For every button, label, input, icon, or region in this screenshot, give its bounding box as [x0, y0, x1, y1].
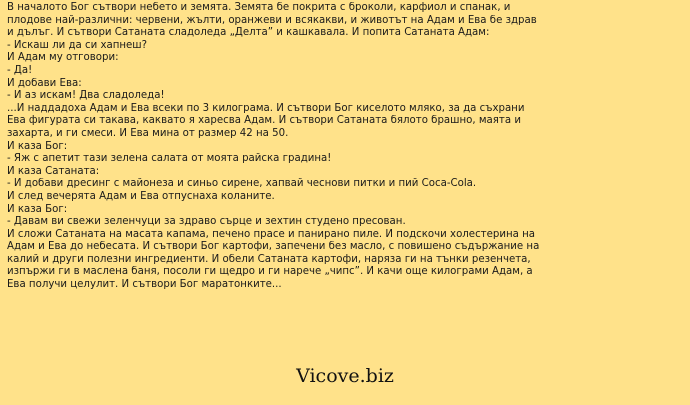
joke-line: Ева получи целулит. И сътвори Бог маратонките...	[7, 279, 282, 291]
joke-text	[7, 2, 685, 292]
joke-line: - И добави дресинг с майонеза и синьо сирене, хапвай чеснови питки и пий Coca-Cola.	[7, 178, 477, 190]
joke-line: и дълъг. И сътвори Сатаната сладоледа „Делта” и кашкавала. И попита Сатаната Адам:	[7, 27, 490, 39]
joke-line: В началото Бог сътвори небето и земята. Земята бе покрита с броколи, карфиол и спанак, и	[7, 2, 511, 13]
joke-line: И добави Ева:	[7, 77, 82, 89]
joke-line: И каза Сатаната:	[7, 165, 100, 177]
site-name-footer: Vicove.biz	[296, 365, 394, 387]
joke-line: ...И наддадоха Адам и Ева всеки по 3 килограма. И сътвори Бог киселото мляко, за да съхрани	[7, 102, 525, 114]
joke-line: калий и други полезни ингредиенти. И обели Сатаната картофи, наряза ги на тънки резенчета,	[7, 253, 531, 265]
joke-line: И каза Бог:	[7, 140, 68, 152]
joke-line: - И аз искам! Два сладоледа!	[7, 90, 165, 102]
joke-line: - Да!	[7, 64, 33, 76]
joke-line: И сложи Сатаната на масата капама, печено прасе и панирано пиле. И подскочи холестерина на	[7, 228, 536, 240]
joke-line: - Давам ви свежи зеленчуци за здраво сърце и зехтин студено пресован.	[7, 216, 406, 228]
joke-line: И каза Бог:	[7, 203, 68, 215]
joke-line: И Адам му отговори:	[7, 52, 119, 64]
joke-line: изпържи ги в маслена баня, посоли ги щедро и ги нарече „чипс”. И качи още килограми Адам, а	[7, 266, 533, 278]
joke-line: - Яж с апетит тази зелена салата от моята райска градина!	[7, 153, 332, 165]
joke-line: Ева фигурата си такава, каквато я харесва Адам. И сътвори Сатаната бялото брашно, маята и	[7, 115, 521, 127]
joke-line: захарта, и ги смеси. И Ева мина от размер 42 на 50.	[7, 127, 289, 139]
joke-line: - Искаш ли да си хапнеш?	[7, 39, 148, 51]
joke-line: плодове най-различни: червени, жълти, оранжеви и всякакви, и животът на Адам и Ева бе здрав	[7, 14, 537, 26]
joke-line: И след вечерята Адам и Ева отпуснаха коланите.	[7, 190, 275, 202]
joke-line: Адам и Ева до небесата. И сътвори Бог картофи, запечени без масло, с повишено съдържание на	[7, 241, 540, 253]
